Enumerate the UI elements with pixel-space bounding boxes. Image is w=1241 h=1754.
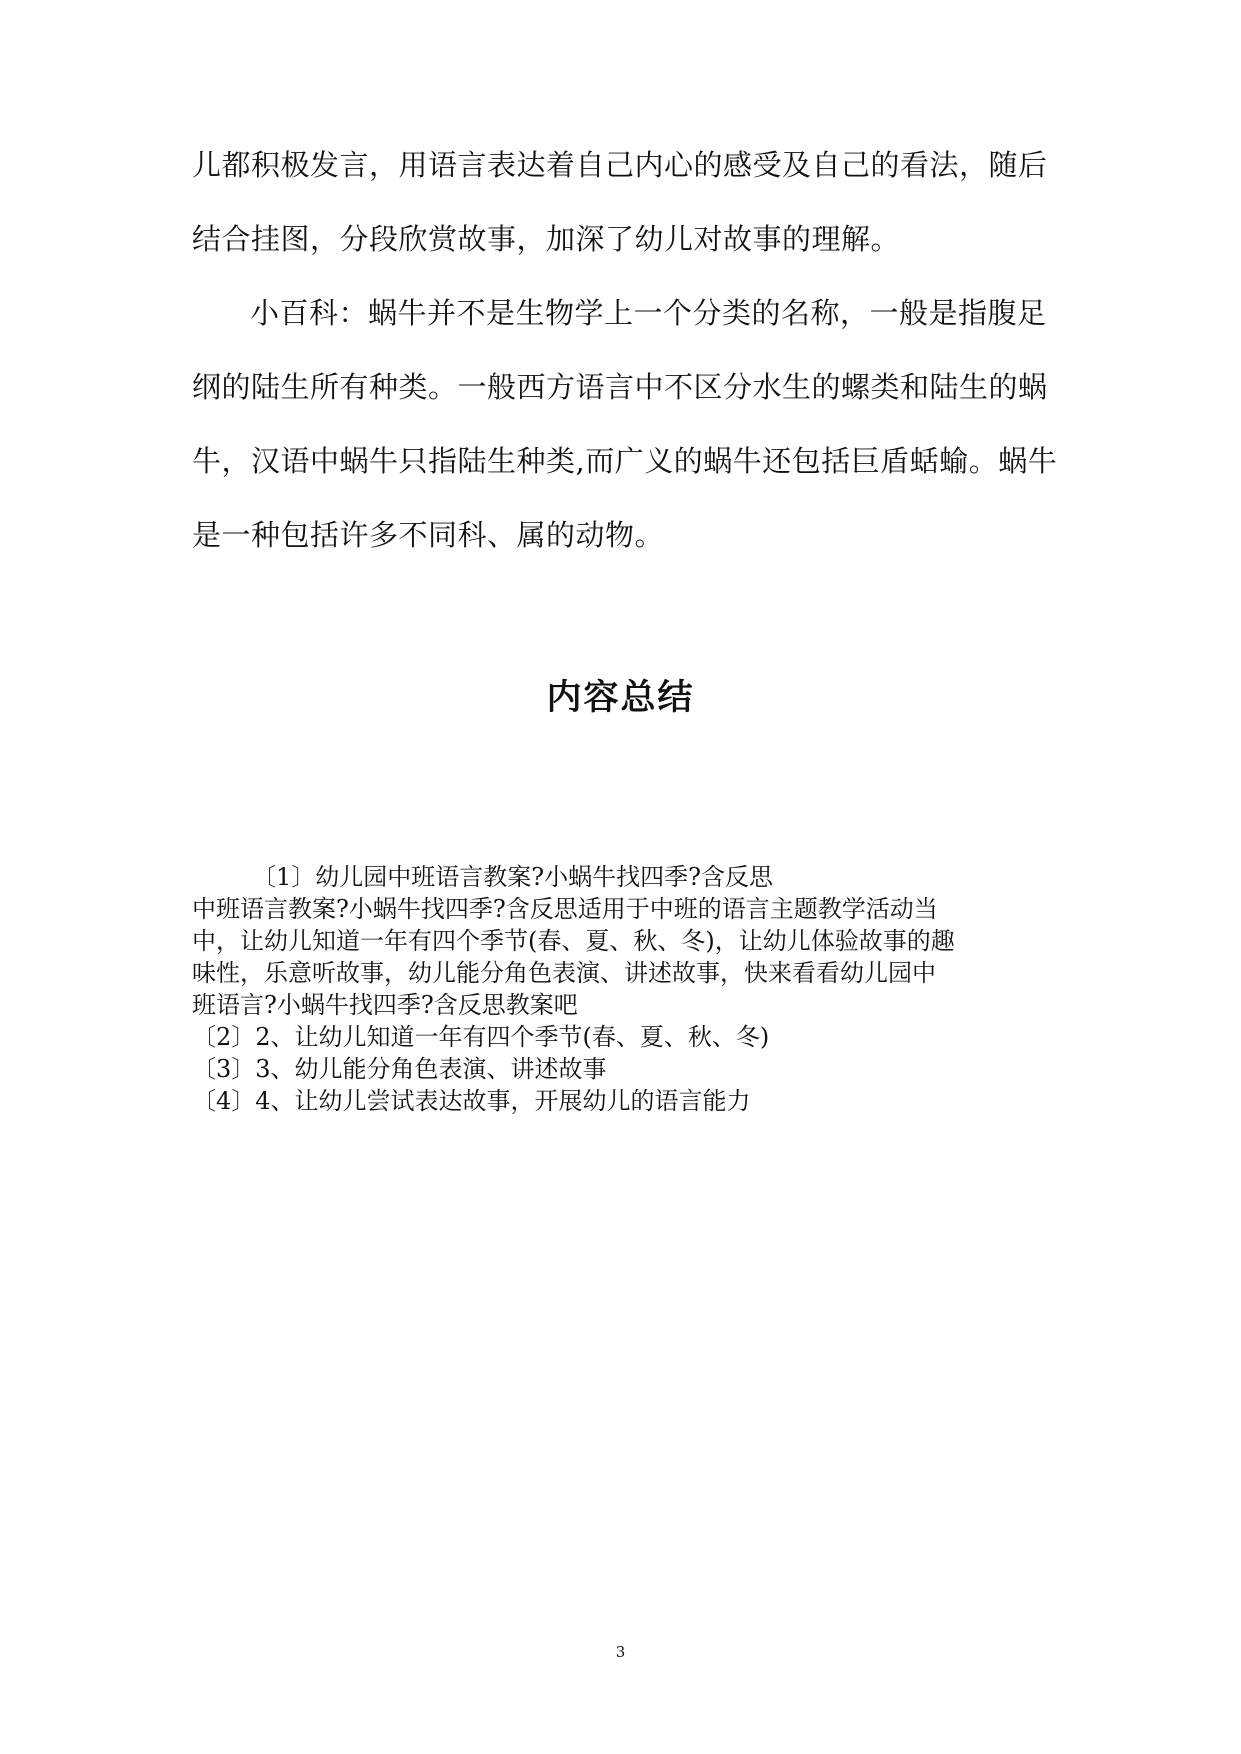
summary-line: 〔3〕3、幼儿能分角色表演、讲述故事: [192, 1055, 607, 1083]
body-line: 结合挂图，分段欣赏故事，加深了幼儿对故事的理解。: [192, 222, 901, 256]
body-line: 儿都积极发言，用语言表达着自己内心的感受及自己的看法，随后: [192, 148, 1048, 182]
summary-line: 中班语言教案?小蜗牛找四季?含反思适用于中班的语言主题教学活动当: [192, 895, 938, 923]
summary-text: [192, 861, 1072, 1117]
summary-heading: 内容总结: [546, 678, 695, 718]
summary-line: 味性，乐意听故事，幼儿能分角色表演、讲述故事，快来看看幼儿园中: [192, 959, 936, 987]
summary-line: 〔2〕2、让幼儿知道一年有四个季节(春、夏、秋、冬): [192, 1023, 770, 1051]
summary-line: 班语言?小蜗牛找四季?含反思教案吧: [192, 991, 578, 1019]
body-text: [192, 148, 1072, 592]
body-line: 小百科：蜗牛并不是生物学上一个分类的名称，一般是指腹足: [250, 296, 1047, 330]
body-line: 纲的陆生所有种类。一般西方语言中不区分水生的螺类和陆生的蜗: [192, 370, 1048, 404]
summary-line: 〔1〕幼儿园中班语言教案?小蜗牛找四季?含反思: [252, 863, 774, 891]
summary-line: 〔4〕4、让幼儿尝试表达故事，开展幼儿的语言能力: [192, 1087, 751, 1115]
body-line: 牛，汉语中蜗牛只指陆生种类,而广义的蜗牛还包括巨盾蛞蝓。蜗牛: [192, 444, 1058, 478]
summary-line: 中，让幼儿知道一年有四个季节(春、夏、秋、冬)，让幼儿体验故事的趣: [192, 927, 955, 955]
body-line: 是一种包括许多不同科、属的动物。: [192, 518, 665, 552]
page-number: 3: [615, 1643, 626, 1661]
